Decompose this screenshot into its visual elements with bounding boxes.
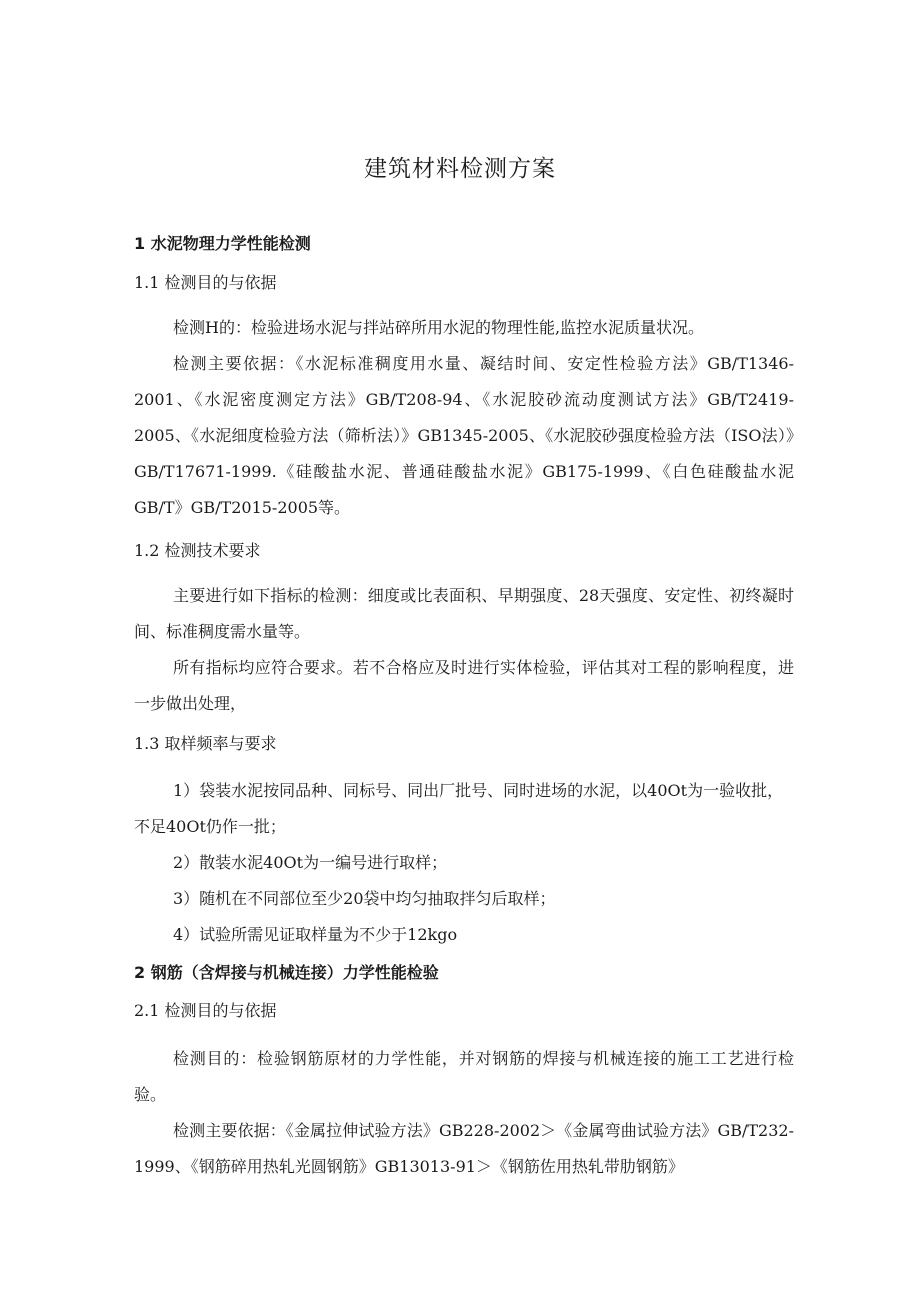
section-1-2-heading: 1.2 检测技术要求 — [134, 541, 261, 560]
list-item: 3）随机在不同部位至少20袋中均匀抽取拌匀后取样； — [173, 889, 556, 908]
document-title: 建筑材料检测方案 — [364, 156, 556, 182]
list-item: 4）试验所需见证取样量为不少于12kgo — [173, 925, 458, 944]
section-1-2-paragraph-1: 主要进行如下指标的检测：细度或比表面积、早期强度、28天强度、安定性、初终凝时间、标准稠度需水量等。 — [134, 586, 794, 641]
section-1-3-heading: 1.3 取样频率与要求 — [134, 734, 277, 753]
list-item: 1）袋装水泥按同品种、同标号、同出厂批号、同时进场的水泥，以40Ot为一验收批，不足40Ot仍作一批； — [134, 781, 784, 836]
section-2-1-purpose: 检测目的：检验钢筋原材的力学性能，并对钢筋的焊接与机械连接的施工工艺进行检验。 — [134, 1049, 794, 1104]
section-2-1-basis: 检测主要依据：《金属拉伸试验方法》GB228-2002＞《金属弯曲试验方法》GB/T232-1999、《钢筋碎用热轧光圆钢筋》GB13013-91＞《钢筋佐用热轧带肋钢筋》 — [134, 1121, 794, 1176]
section-1-2-paragraph-2: 所有指标均应符合要求。若不合格应及时进行实体检验，评估其对工程的影响程度，进一步做出处理， — [134, 658, 794, 713]
list-item: 2）散装水泥40Ot为一编号进行取样； — [173, 853, 448, 872]
section-1-1-basis: 检测主要依据：《水泥标准稠度用水量、凝结时间、安定性检验方法》GB/T1346-2001、《水泥密度测定方法》GB/T208-94、《水泥胶砂流动度测试方法》GB/T2419-2005、《水泥细度检验方法（筛析法）》GB1345-2005、《水泥胶砂强度检验方法（ISO法）》GB/T17671-1999.《硅酸盐水泥、普通硅酸盐水泥》GB175-1999、《白色硅酸盐水泥GB/T》GB/T2015-2005等。 — [134, 354, 794, 517]
section-2-heading: 2 钢筋（含焊接与机械连接）力学性能检验 — [134, 963, 439, 982]
section-1-1-heading: 1.1 检测目的与依据 — [134, 273, 277, 292]
section-2-1-heading: 2.1 检测目的与依据 — [134, 1001, 277, 1020]
section-1-1-purpose: 检测H的：检验进场水泥与拌站碎所用水泥的物理性能,监控水泥质量状况。 — [173, 318, 705, 337]
section-1-heading: 1 水泥物理力学性能检测 — [134, 234, 311, 253]
